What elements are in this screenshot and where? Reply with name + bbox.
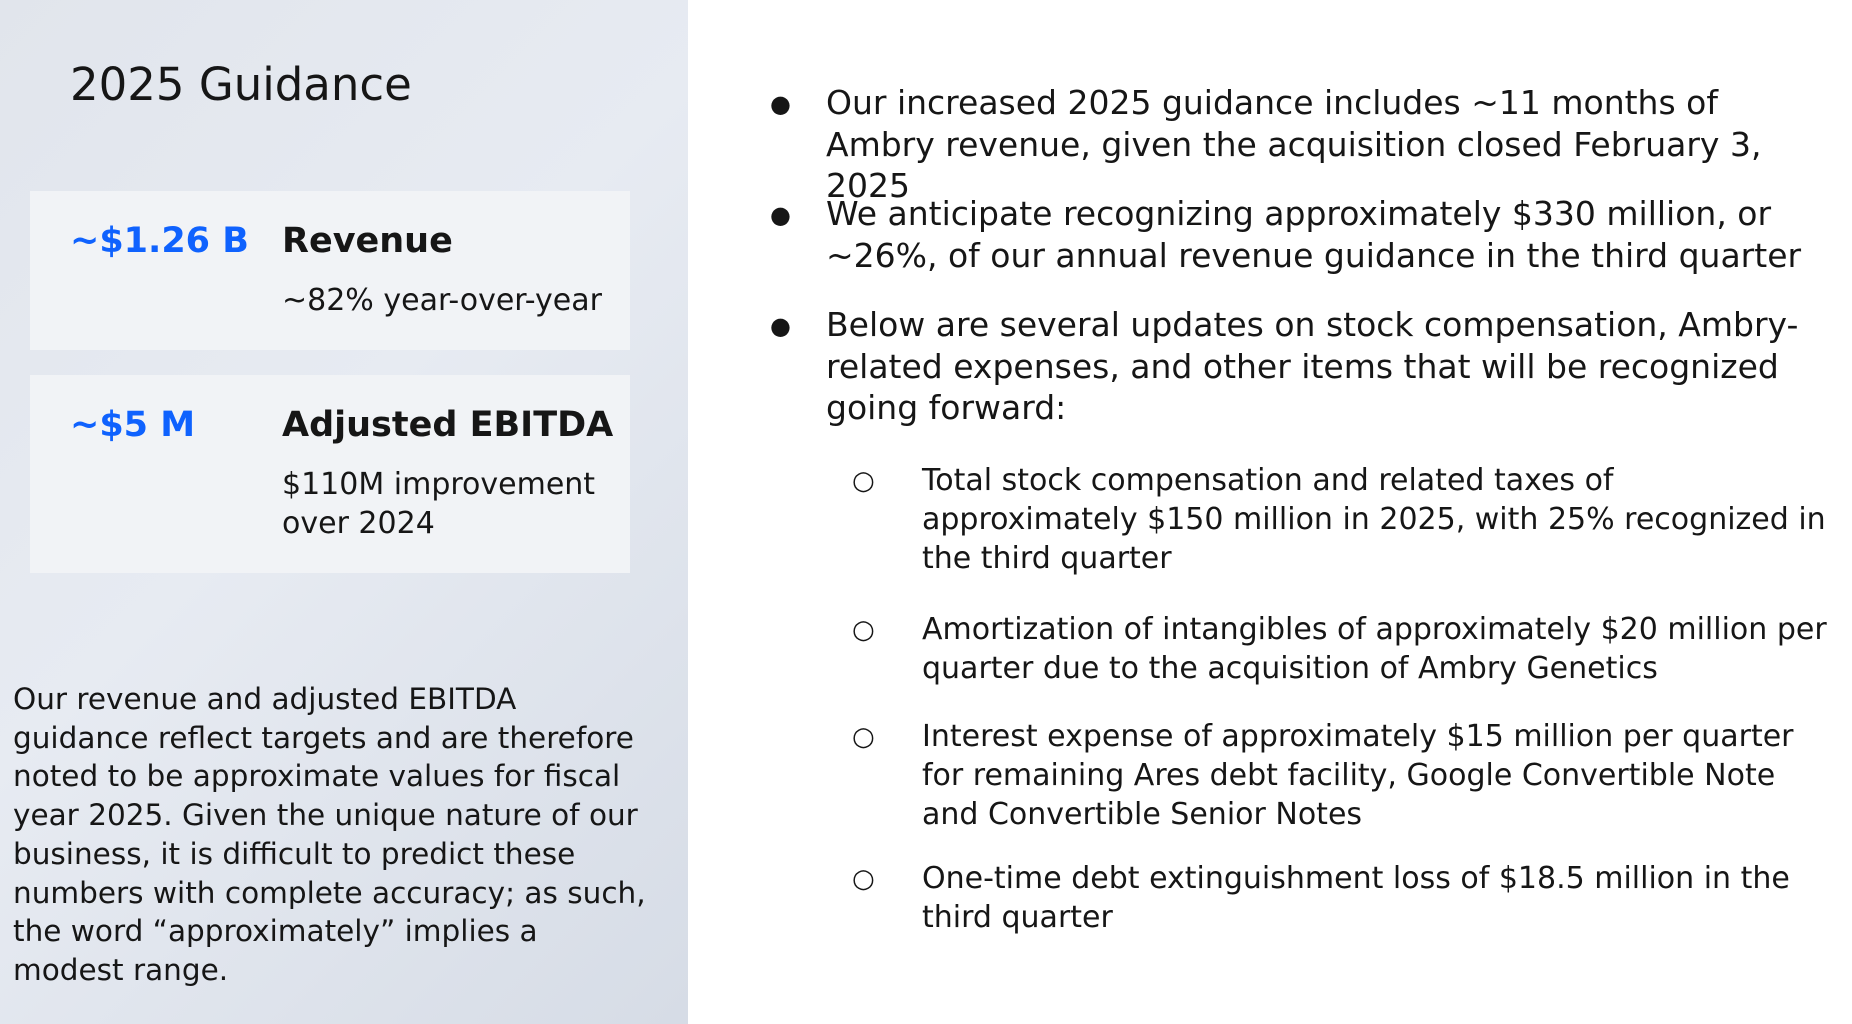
bullet-marker: ● xyxy=(770,312,791,340)
revenue-card xyxy=(30,191,630,350)
revenue-detail: ~82% year-over-year xyxy=(282,283,602,318)
ebitda-value: ~$5 M xyxy=(70,405,196,445)
revenue-label: Revenue xyxy=(282,221,453,261)
sub-item-amortization: Amortization of intangibles of approximately $20 million per quarter due to the acquisition of Ambry Genetics xyxy=(922,612,1827,686)
page-title: 2025 Guidance xyxy=(70,58,412,111)
sub-bullet-marker: ○ xyxy=(852,722,875,752)
guidance-panel xyxy=(0,0,688,1024)
sub-item-stock-compensation: Total stock compensation and related taxes of approximately $150 million in 2025, with 25% recognized in the third quarter xyxy=(922,463,1826,576)
ebitda-detail: $110M improvement over 2024 xyxy=(282,467,596,541)
bullet-item-updates: Below are several updates on stock compensation, Ambry-related expenses, and other items that will be recognized going forward: xyxy=(826,305,1799,427)
sub-item-debt-extinguishment: One-time debt extinguishment loss of $18.5 million in the third quarter xyxy=(922,861,1790,935)
sub-bullet-marker: ○ xyxy=(852,864,875,894)
sub-bullet-marker: ○ xyxy=(852,615,875,645)
sub-item-interest-expense: Interest expense of approximately $15 million per quarter for remaining Ares debt facility, Google Convertible Note and Convertible Senior Notes xyxy=(922,719,1794,832)
sub-bullet-marker: ○ xyxy=(852,466,875,496)
ebitda-card xyxy=(30,375,630,573)
bullet-marker: ● xyxy=(770,201,791,229)
bullet-marker: ● xyxy=(770,90,791,118)
bullet-item-third-quarter: We anticipate recognizing approximately $330 million, or ~26%, of our annual revenue guidance in the third quarter xyxy=(826,194,1802,275)
ebitda-label: Adjusted EBITDA xyxy=(282,405,614,445)
bullet-item-ambry-revenue: Our increased 2025 guidance includes ~11 months of Ambry revenue, given the acquisition closed February 3, 2025 xyxy=(826,83,1762,205)
revenue-value: ~$1.26 B xyxy=(70,221,249,261)
guidance-disclaimer: Our revenue and adjusted EBITDA guidance reflect targets and are therefore noted to be approximate values for fiscal year 2025. Given the unique nature of our business, it is difficult to predict these numbers with complete accuracy; as such, the word “approximately” implies a modest range. xyxy=(13,682,646,987)
